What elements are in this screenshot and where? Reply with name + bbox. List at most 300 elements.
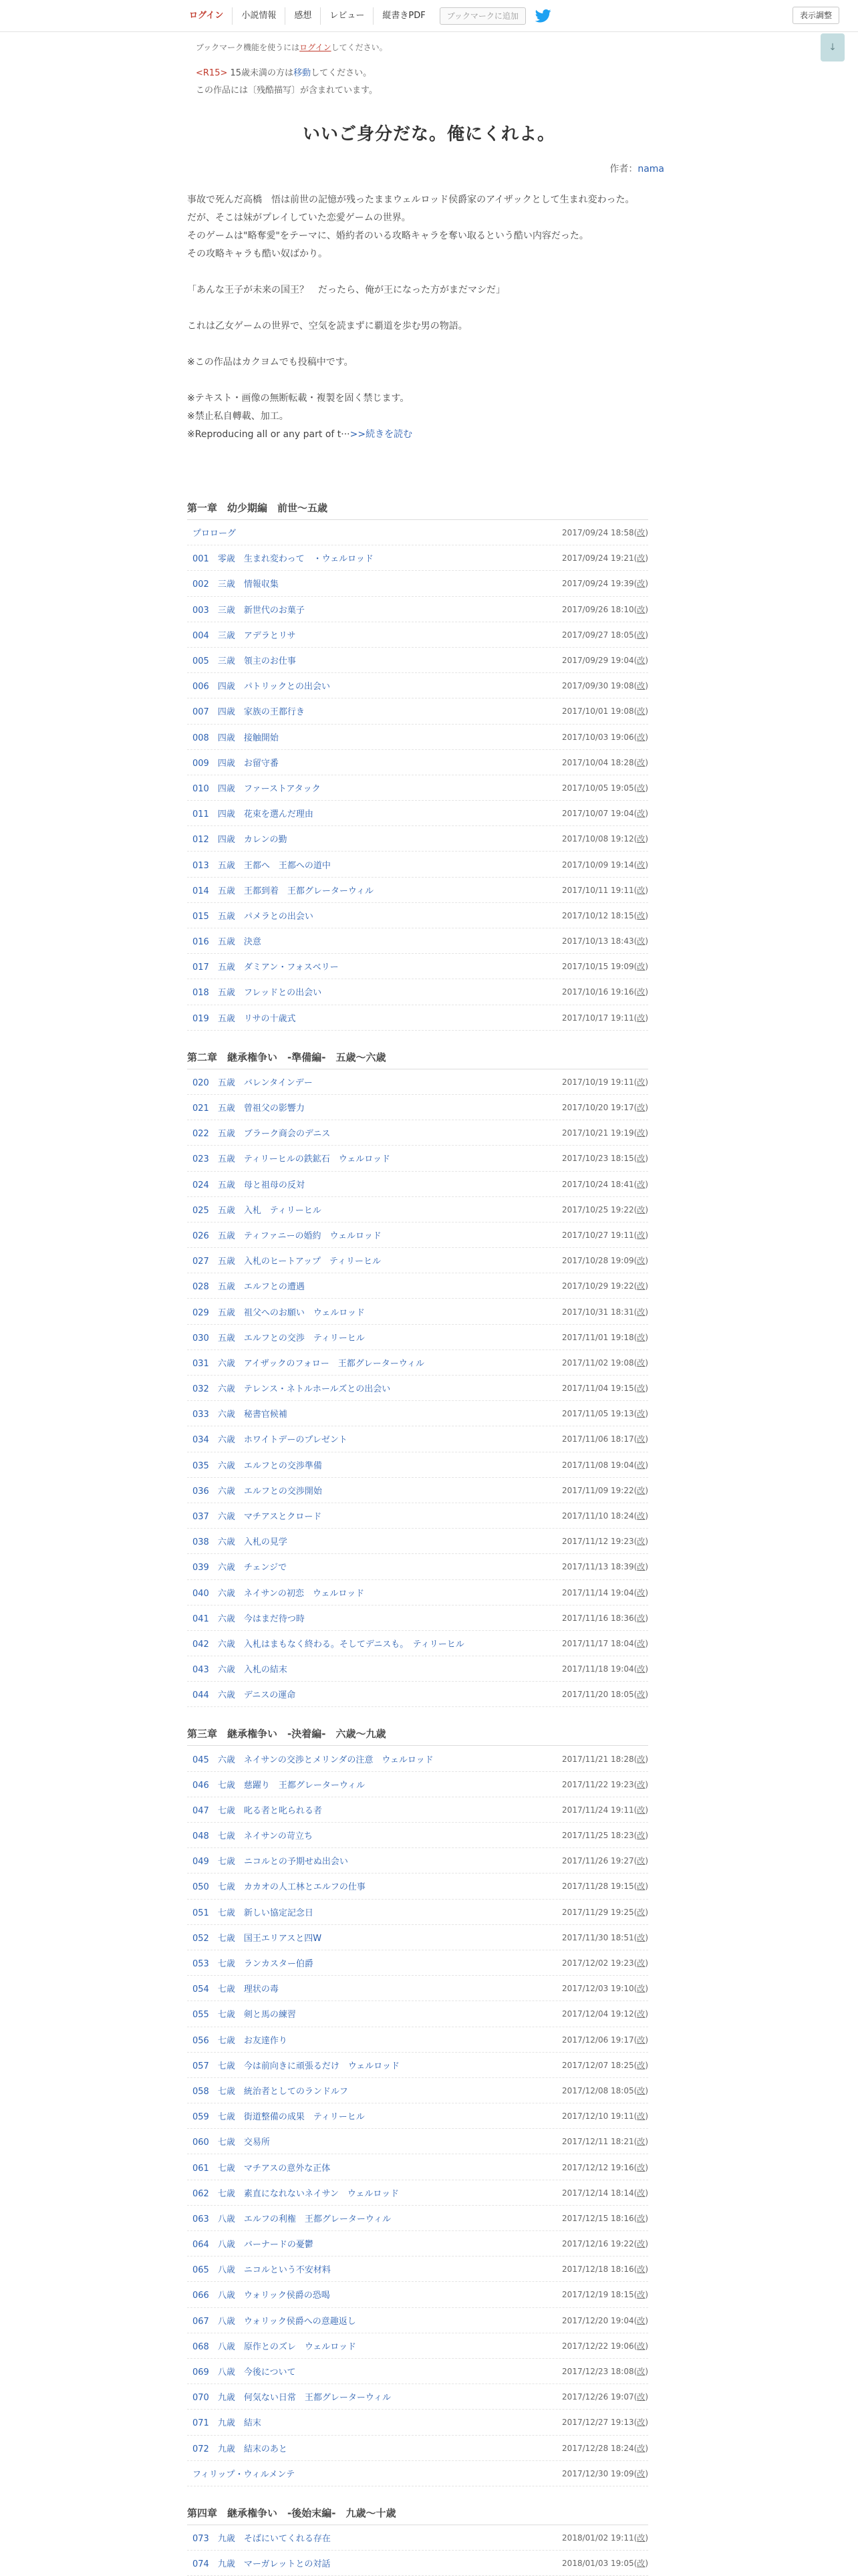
paren-open: ( [633, 1613, 637, 1623]
paren-open: ( [633, 2060, 637, 2070]
revision-link[interactable]: 改 [637, 553, 646, 563]
episode-link[interactable]: 045 六歳 ネイサンの交渉とメリンダの注意 ウェルロッド [192, 1755, 434, 1765]
revision-link[interactable]: 改 [637, 1384, 646, 1394]
revision-link[interactable]: 改 [637, 2188, 646, 2198]
scroll-down-button[interactable]: ↓ [821, 33, 845, 61]
revision-link[interactable]: 改 [637, 2341, 646, 2351]
episode-row [187, 1426, 648, 1452]
episode-link[interactable]: 046 七歳 慈躍り 王都グレーターウィル [192, 1780, 366, 1791]
paren-close: ) [645, 2009, 648, 2019]
paren-open: ( [633, 1230, 637, 1240]
episode-row [187, 1172, 648, 1197]
episode-link[interactable]: 008 四歳 接触開始 [192, 733, 279, 743]
episode-link[interactable]: 053 七歳 ランカスター伯爵 [192, 1959, 313, 1970]
revision-link[interactable]: 改 [637, 2559, 646, 2569]
impressions-link[interactable]: 感想 [285, 7, 320, 25]
episode-row [187, 2257, 648, 2282]
episode-link[interactable]: 048 七歳 ネイサンの苛立ち [192, 1831, 313, 1842]
episode-link[interactable]: 006 四歳 パトリックとの出会い [192, 682, 331, 692]
paren-open: ( [633, 1779, 637, 1789]
revision-link[interactable]: 改 [637, 987, 646, 997]
paren-close: ) [645, 1307, 648, 1317]
episode-link[interactable]: 003 三歳 新世代のお菓子 [192, 605, 305, 616]
paren-close: ) [645, 2315, 648, 2325]
revision-link[interactable]: 改 [637, 1613, 646, 1623]
paren-open: ( [633, 1754, 637, 1764]
episode-link[interactable]: 033 六歳 秘書官候補 [192, 1410, 287, 1420]
episode-date-text: 2017/10/11 19:11 [562, 885, 634, 895]
episode-row [187, 2384, 648, 2410]
episode-row [187, 1900, 648, 1925]
paren-close: ) [645, 1179, 648, 1189]
revision-link[interactable]: 改 [637, 1932, 646, 1942]
episode-date-text: 2017/12/04 19:12 [562, 2009, 634, 2019]
episode-link[interactable]: 022 五歳 ブラーク商会のデニス [192, 1129, 331, 1140]
revision-link[interactable]: 改 [637, 2533, 646, 2543]
revision-link[interactable]: 改 [637, 1511, 646, 1521]
episode-date-text: 2017/10/31 18:31 [562, 1307, 634, 1317]
episode-link[interactable]: 056 七歳 お友達作り [192, 2035, 287, 2046]
episode-link[interactable]: 027 五歳 入札のヒートアップ ティリーヒル [192, 1257, 381, 1267]
episode-link[interactable]: 064 八歳 バーナードの憂鬱 [192, 2240, 313, 2250]
episode-date-text: 2017/12/14 18:14 [562, 2188, 634, 2198]
episode-link[interactable]: 065 八歳 ニコルという不安材料 [192, 2265, 331, 2276]
episode-date [562, 910, 648, 921]
revision-link[interactable]: 改 [637, 1204, 646, 1214]
episode-row [187, 1273, 648, 1299]
episode-link[interactable]: 001 零歳 生まれ変わって ・ウェルロッド [192, 554, 374, 565]
revision-link[interactable]: 改 [637, 1984, 646, 1994]
episode-link[interactable]: 074 九歳 マーガレットとの対話 [192, 2559, 331, 2570]
revision-link[interactable]: 改 [637, 656, 646, 666]
revision-link[interactable]: 改 [637, 1958, 646, 1968]
paren-open: ( [633, 579, 637, 589]
episode-row [187, 1656, 648, 1682]
revision-link[interactable]: 改 [637, 1128, 646, 1138]
episode-link[interactable]: 049 七歳 ニコルとの予期せぬ出会い [192, 1857, 348, 1867]
episode-link[interactable]: 058 七歳 統治者としてのランドルフ [192, 2086, 348, 2097]
display-settings-button[interactable]: 表示調整 [793, 7, 839, 24]
paren-close: ) [645, 1281, 648, 1291]
episode-link[interactable]: 063 八歳 エルフの利権 王都グレーターウィル [192, 2214, 392, 2224]
revision-link[interactable]: 改 [637, 1537, 646, 1547]
paren-open: ( [633, 2162, 637, 2172]
episode-link[interactable]: 029 五歳 祖父へのお願い ウェルロッド [192, 1307, 366, 1318]
episode-link[interactable]: 013 五歳 王都へ 王都への道中 [192, 860, 331, 871]
review-link[interactable]: レビュー [320, 7, 373, 25]
revision-link[interactable]: 改 [637, 732, 646, 742]
paren-close: ) [645, 604, 648, 614]
revision-link[interactable]: 改 [637, 2290, 646, 2300]
episode-row [187, 2436, 648, 2461]
revision-link[interactable]: 改 [637, 757, 646, 767]
episode-date-text: 2017/12/15 18:16 [562, 2213, 634, 2223]
revision-link[interactable]: 改 [637, 1587, 646, 1597]
paren-close: ) [645, 2239, 648, 2249]
synopsis-paragraph: ※この作品はカクヨムでも投稿中です。 [187, 357, 353, 368]
episode-date [562, 2557, 648, 2569]
episode-date-text: 2017/12/20 19:04 [562, 2315, 634, 2325]
episode-link[interactable]: 026 五歳 ティファニーの婚約 ウェルロッド [192, 1231, 382, 1241]
episode-link[interactable]: 011 四歳 花束を選んだ理由 [192, 809, 313, 820]
episode-link[interactable]: 007 四歳 家族の王都行き [192, 707, 305, 718]
chapter-title: 第四章 継承権争い -後始末編- 九歳〜十歳 [187, 2501, 648, 2525]
revision-link[interactable]: 改 [637, 2418, 646, 2428]
paren-close: ) [645, 1537, 648, 1547]
episode-row [187, 1452, 648, 1478]
episode-link[interactable]: 050 七歳 カカオの人工林とエルフの仕事 [192, 1882, 366, 1893]
revision-link[interactable]: 改 [637, 2060, 646, 2070]
paren-close: ) [645, 757, 648, 767]
novel-info-link[interactable]: 小説情報 [232, 7, 285, 25]
episode-row [187, 1095, 648, 1120]
episode-link[interactable]: 060 七歳 交易所 [192, 2138, 270, 2148]
episode-link[interactable]: 020 五歳 バレンタインデー [192, 1077, 313, 1088]
revision-link[interactable]: 改 [637, 2443, 646, 2453]
paren-close: ) [645, 2341, 648, 2351]
paren-close: ) [645, 528, 648, 538]
episode-link[interactable]: 041 六歳 今はまだ待つ時 [192, 1614, 305, 1624]
episode-row [187, 1529, 648, 1554]
revision-link[interactable]: 改 [637, 2035, 646, 2045]
add-bookmark-button[interactable]: ブックマークに追加 [440, 7, 526, 25]
episode-link[interactable]: 069 八歳 今後について [192, 2367, 296, 2378]
revision-link[interactable]: 改 [637, 1281, 646, 1291]
revision-link[interactable]: 改 [637, 1332, 646, 1342]
revision-link[interactable]: 改 [637, 2213, 646, 2223]
revision-link[interactable]: 改 [637, 528, 646, 538]
revision-link[interactable]: 改 [637, 1562, 646, 1572]
paren-close: ) [645, 809, 648, 819]
synopsis-paragraph: これは乙女ゲームの世界で、空気を読まずに覇道を歩む男の物語。 [187, 321, 468, 332]
login-notice [196, 41, 388, 53]
revision-link[interactable]: 改 [637, 1754, 646, 1764]
episode-date [562, 884, 648, 896]
revision-link[interactable]: 改 [637, 1485, 646, 1495]
novel-title: いいご身分だな。俺にくれよ。 [302, 124, 555, 144]
paren-open: ( [633, 1204, 637, 1214]
episode-date-text: 2017/12/28 18:24 [562, 2443, 634, 2453]
episode-date [562, 2187, 648, 2198]
episode-row [187, 2333, 648, 2359]
episode-date [562, 2365, 648, 2377]
episode-link[interactable]: 073 九歳 そばにいてくれる存在 [192, 2533, 331, 2544]
revision-link[interactable]: 改 [637, 2111, 646, 2121]
paren-close: ) [645, 1638, 648, 1648]
paren-close: ) [645, 1230, 648, 1240]
episode-date-text: 2017/11/17 18:04 [562, 1638, 634, 1648]
revision-link[interactable]: 改 [637, 1358, 646, 1368]
paren-open: ( [633, 910, 637, 920]
episode-date-text: 2017/12/16 19:22 [562, 2239, 634, 2249]
episode-link[interactable]: 062 七歳 素直になれないネイサン ウェルロッド [192, 2188, 400, 2199]
revision-link[interactable]: 改 [637, 1690, 646, 1700]
paren-close: ) [645, 885, 648, 895]
episode-link[interactable]: 034 六歳 ホワイトデーのプレゼント [192, 1435, 347, 1446]
episode-date-text: 2017/12/07 18:25 [562, 2060, 634, 2070]
paren-open: ( [633, 936, 637, 946]
episode-link[interactable]: 031 六歳 アイザックのフォロー 王都グレーターウィル [192, 1358, 424, 1369]
episode-date-text: 2017/09/24 18:58 [562, 528, 634, 538]
revision-link[interactable]: 改 [637, 1013, 646, 1023]
episode-link[interactable]: 059 七歳 街道整備の成果 ティリーヒル [192, 2112, 365, 2123]
episode-row [187, 878, 648, 903]
episode-link[interactable]: 019 五歳 リサの十歳式 [192, 1013, 296, 1024]
episode-link[interactable]: 032 六歳 テレンス・ネトルホールズとの出会い [192, 1384, 391, 1395]
episode-date [562, 1638, 648, 1649]
episode-link[interactable]: 068 八歳 原作とのズレ ウェルロッド [192, 2341, 357, 2352]
revision-link[interactable]: 改 [637, 2162, 646, 2172]
revision-link[interactable]: 改 [637, 604, 646, 614]
episode-date [562, 527, 648, 538]
episode-link[interactable]: 018 五歳 フレッドとの出会い [192, 988, 322, 999]
episode-date [562, 2059, 648, 2071]
episode-date-text: 2017/11/05 19:13 [562, 1409, 634, 1419]
revision-link[interactable]: 改 [637, 1856, 646, 1866]
revision-link[interactable]: 改 [637, 1409, 646, 1419]
episode-link[interactable]: 035 六歳 エルフとの交渉準備 [192, 1460, 322, 1471]
episode-link[interactable]: 039 六歳 チェンジで [192, 1563, 287, 1573]
episode-row [187, 2308, 648, 2333]
episode-date [562, 2289, 648, 2300]
episode-link[interactable]: 016 五歳 決意 [192, 937, 261, 948]
read-more-link[interactable]: >>続きを読む [349, 429, 413, 440]
revision-link[interactable]: 改 [637, 1230, 646, 1240]
revision-link[interactable]: 改 [637, 1179, 646, 1189]
episode-link[interactable]: 061 七歳 マチアスの意外な正体 [192, 2163, 331, 2174]
episode-link[interactable]: 012 四歳 カレンの勤 [192, 835, 287, 846]
episode-link[interactable]: 051 七歳 新しい協定記念日 [192, 1908, 313, 1918]
episode-date-text: 2017/10/20 19:17 [562, 1103, 634, 1113]
revision-link[interactable]: 改 [637, 1805, 646, 1815]
vertical-pdf-link[interactable]: 縦書きPDF [373, 7, 434, 25]
episode-link[interactable]: 066 八歳 ウォリック侯爵の恐喝 [192, 2291, 330, 2301]
revision-link[interactable]: 改 [637, 2239, 646, 2249]
revision-link[interactable]: 改 [637, 2392, 646, 2402]
revision-link[interactable]: 改 [637, 2085, 646, 2095]
revision-link[interactable]: 改 [637, 809, 646, 819]
episode-link[interactable]: 005 三歳 領主のお仕事 [192, 656, 296, 667]
paren-close: ) [645, 656, 648, 666]
revision-link[interactable]: 改 [637, 1907, 646, 1917]
revision-link[interactable]: 改 [637, 1154, 646, 1164]
episode-link[interactable]: 025 五歳 入札 ティリーヒル [192, 1205, 321, 1216]
paren-close: ) [645, 1779, 648, 1789]
episode-row [187, 954, 648, 979]
episode-link[interactable]: 030 五歳 エルフとの交渉 ティリーヒル [192, 1333, 365, 1343]
paren-close: ) [645, 681, 648, 691]
episode-link[interactable]: 067 八歳 ウォリック侯爵への意趣返し [192, 2316, 356, 2327]
revision-link[interactable]: 改 [637, 681, 646, 691]
revision-link[interactable]: 改 [637, 2468, 646, 2478]
episode-link[interactable]: 036 六歳 エルフとの交渉開始 [192, 1486, 322, 1497]
episode-link[interactable]: 044 六歳 デニスの運命 [192, 1690, 296, 1701]
episode-link[interactable]: 014 五歳 王都到着 王都グレーターウィル [192, 886, 374, 896]
revision-link[interactable]: 改 [637, 2137, 646, 2147]
episode-row [187, 622, 648, 648]
paren-open: ( [633, 1882, 637, 1892]
episode-date [562, 1012, 648, 1023]
episode-date-text: 2017/11/10 18:24 [562, 1511, 634, 1521]
episode-date [562, 1753, 648, 1765]
paren-open: ( [633, 630, 637, 640]
revision-link[interactable]: 改 [637, 885, 646, 895]
episode-link[interactable]: 010 四歳 ファーストアタック [192, 783, 321, 794]
episode-date [562, 2110, 648, 2121]
episode-link[interactable]: 028 五歳 エルフとの遭遇 [192, 1282, 305, 1293]
revision-link[interactable]: 改 [637, 860, 646, 870]
paren-open: ( [633, 2085, 637, 2095]
episode-link[interactable]: フィリップ・ウィルメンテ [192, 2469, 295, 2480]
episode-date [562, 604, 648, 615]
episode-date [562, 960, 648, 972]
paren-close: ) [645, 2085, 648, 2095]
episode-date-text: 2017/12/26 19:07 [562, 2392, 634, 2402]
episode-link[interactable]: 021 五歳 曾祖父の影響力 [192, 1104, 305, 1114]
episode-row [187, 1848, 648, 1874]
episode-date [562, 1485, 648, 1496]
episode-date [562, 577, 648, 589]
episode-date-text: 2017/11/06 18:17 [562, 1434, 634, 1444]
episode-row [187, 1772, 648, 1797]
r15-badge: <R15> [196, 68, 228, 78]
revision-link[interactable]: 改 [637, 1664, 646, 1674]
episode-row [187, 1797, 648, 1823]
episode-date-text: 2017/11/28 19:15 [562, 1882, 634, 1892]
paren-open: ( [633, 1562, 637, 1572]
episode-link[interactable]: 002 三歳 情報収集 [192, 579, 279, 590]
synopsis-paragraph: 「あんな王子が未来の国王？ だったら、俺が王になった方がまだマシだ」 [187, 285, 505, 295]
episode-row [187, 597, 648, 622]
episode-date-text: 2017/11/13 18:39 [562, 1562, 634, 1572]
revision-link[interactable]: 改 [637, 2315, 646, 2325]
episode-link[interactable]: 072 九歳 結末のあと [192, 2444, 287, 2454]
revision-link[interactable]: 改 [637, 834, 646, 844]
episode-link[interactable]: 023 五歳 ティリーヒルの鉄鉱石 ウェルロッド [192, 1154, 390, 1165]
revision-link[interactable]: 改 [637, 1256, 646, 1266]
paren-open: ( [633, 757, 637, 767]
episode-link[interactable]: 037 六歳 マチアスとクロード [192, 1512, 322, 1523]
episode-date [562, 1280, 648, 1291]
episode-date-text: 2017/10/29 19:22 [562, 1281, 634, 1291]
rating-move-link[interactable]: 移動 [293, 68, 311, 78]
episode-row [187, 2078, 648, 2103]
paren-close: ) [645, 2060, 648, 2070]
episode-link[interactable]: 054 七歳 理状の毒 [192, 1984, 279, 1995]
episode-date [562, 2085, 648, 2096]
episode-link[interactable]: 052 七歳 国王エリアスと四W [192, 1933, 322, 1944]
revision-link[interactable]: 改 [637, 630, 646, 640]
paren-open: ( [633, 2213, 637, 2223]
paren-close: ) [645, 860, 648, 870]
revision-link[interactable]: 改 [637, 1779, 646, 1789]
revision-link[interactable]: 改 [637, 1882, 646, 1892]
episode-link[interactable]: プロローグ [192, 529, 237, 539]
paren-close: ) [645, 2035, 648, 2045]
revision-link[interactable]: 改 [637, 2009, 646, 2019]
login-link[interactable]: ログイン [189, 11, 224, 21]
episode-link[interactable]: 015 五歳 パメラとの出会い [192, 911, 313, 922]
revision-link[interactable]: 改 [637, 1307, 646, 1317]
episode-row [187, 1554, 648, 1579]
revision-link[interactable]: 改 [637, 1460, 646, 1470]
notice-login-link[interactable]: ログイン [299, 43, 331, 52]
paren-open: ( [633, 834, 637, 844]
synopsis-paragraph [187, 390, 675, 444]
revision-link[interactable]: 改 [637, 1077, 646, 1087]
episode-link[interactable]: 042 六歳 入札はまもなく終わる。そしてデニスも。 ティリーヒル [192, 1639, 464, 1650]
episode-date [562, 1855, 648, 1866]
episode-row [187, 1823, 648, 1848]
episode-date-text: 2017/10/13 18:43 [562, 936, 634, 946]
twitter-icon[interactable] [535, 9, 551, 23]
revision-link[interactable]: 改 [637, 1434, 646, 1444]
episode-row [187, 1376, 648, 1401]
paren-close: ) [645, 1856, 648, 1866]
paren-close: ) [645, 2443, 648, 2453]
revision-link[interactable]: 改 [637, 936, 646, 946]
episode-date-text: 2017/09/24 19:21 [562, 553, 634, 563]
author-name-link[interactable]: nama [637, 164, 664, 174]
episode-link[interactable]: 009 四歳 お留守番 [192, 758, 279, 769]
episode-date [562, 2391, 648, 2402]
revision-link[interactable]: 改 [637, 1831, 646, 1841]
paren-open: ( [633, 1013, 637, 1023]
episode-date-text: 2017/12/03 19:10 [562, 1984, 634, 1994]
episode-link[interactable]: 057 七歳 今は前向きに頑張るだけ ウェルロッド [192, 2061, 400, 2071]
episode-link[interactable]: 055 七歳 剣と馬の練習 [192, 2010, 296, 2021]
episode-date [562, 1229, 648, 1241]
episode-date-text: 2017/10/12 18:15 [562, 910, 634, 920]
revision-link[interactable]: 改 [637, 2265, 646, 2275]
episode-link[interactable]: 024 五歳 母と祖母の反対 [192, 1180, 305, 1190]
revision-link[interactable]: 改 [637, 706, 646, 717]
episode-date-text: 2017/10/01 19:08 [562, 706, 634, 717]
episode-link[interactable]: 047 七歳 叱る者と叱られる者 [192, 1805, 322, 1816]
revision-link[interactable]: 改 [637, 962, 646, 972]
revision-link[interactable]: 改 [637, 1103, 646, 1113]
episode-link[interactable]: 071 九歳 結末 [192, 2418, 261, 2429]
paren-open: ( [633, 2315, 637, 2325]
paren-open: ( [633, 2239, 637, 2249]
episode-link[interactable]: 004 三歳 アデラとリサ [192, 630, 296, 641]
revision-link[interactable]: 改 [637, 1638, 646, 1648]
revision-link[interactable]: 改 [637, 910, 646, 920]
paren-open: ( [633, 2367, 637, 2377]
episode-row [187, 2154, 648, 2180]
episode-link[interactable]: 043 六歳 入札の結末 [192, 1665, 287, 1676]
revision-link[interactable]: 改 [637, 2367, 646, 2377]
episode-date [562, 1178, 648, 1190]
episode-date-text: 2017/12/02 19:23 [562, 1958, 634, 1968]
paren-open: ( [633, 783, 637, 793]
episode-link[interactable]: 070 九歳 何気ない日常 王都グレーターウィル [192, 2393, 392, 2404]
episode-row [187, 2551, 648, 2576]
episode-date-text: 2017/10/25 19:22 [562, 1204, 634, 1214]
episode-link[interactable]: 038 六歳 入札の見学 [192, 1537, 287, 1548]
episode-date-text: 2018/01/02 19:11 [562, 2533, 634, 2543]
revision-link[interactable]: 改 [637, 783, 646, 793]
episode-row [187, 2129, 648, 2154]
episode-link[interactable]: 040 六歳 ネイサンの初恋 ウェルロッド [192, 1588, 365, 1599]
revision-link[interactable]: 改 [637, 579, 646, 589]
paren-close: ) [645, 579, 648, 589]
episode-date [562, 2442, 648, 2454]
episode-date-text: 2017/11/14 19:04 [562, 1587, 634, 1597]
paren-open: ( [633, 2468, 637, 2478]
episode-date-text: 2018/01/03 19:05 [562, 2559, 634, 2569]
episode-link[interactable]: 017 五歳 ダミアン・フォスベリー [192, 962, 339, 973]
